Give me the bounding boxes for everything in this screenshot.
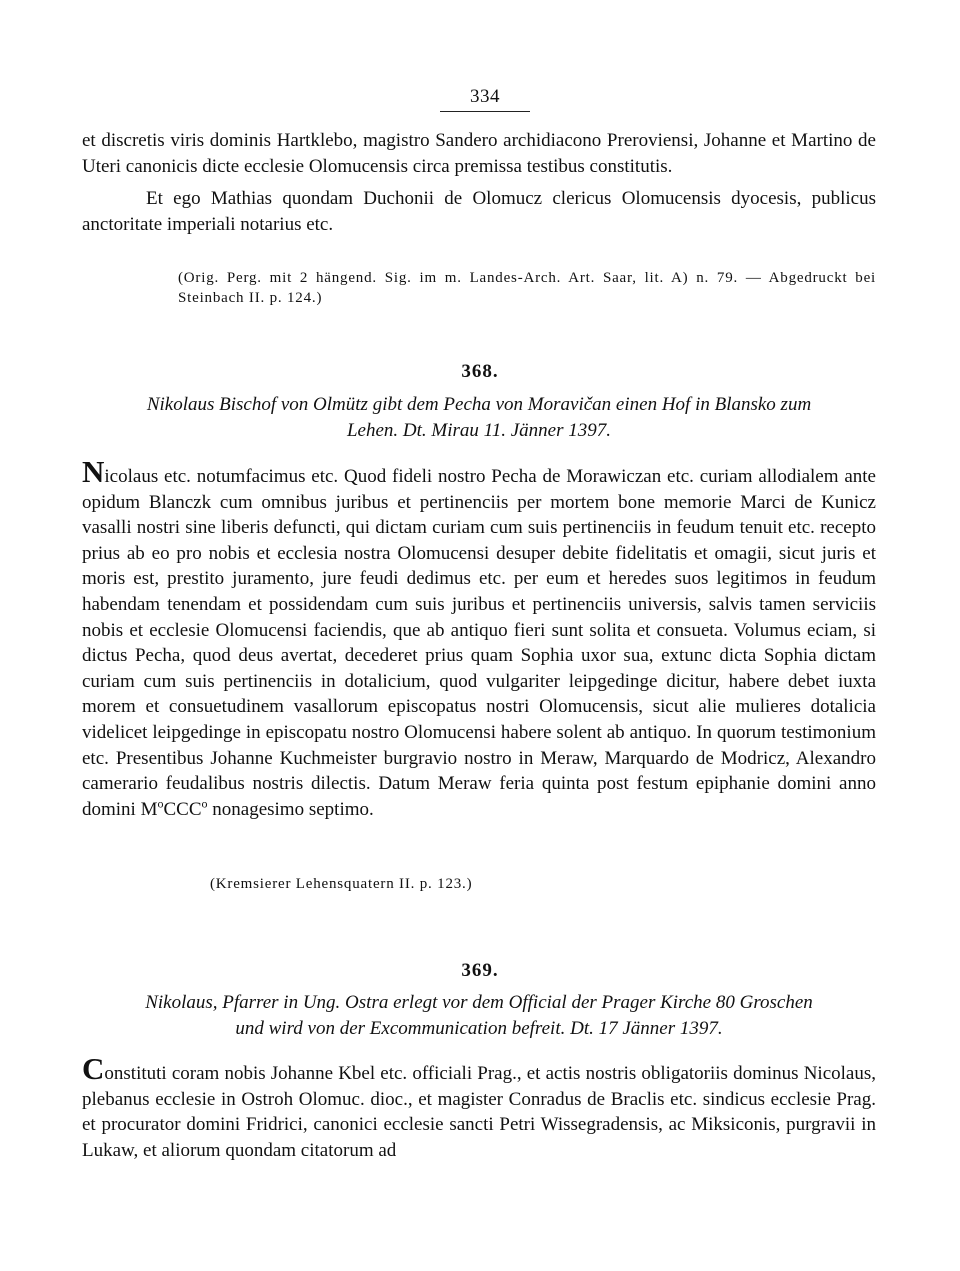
document-number-369: 369. <box>461 960 499 981</box>
document-number-368: 368. <box>461 361 499 382</box>
source-note: (Kremsierer Lehensquatern II. p. 123.) <box>210 876 473 892</box>
notary-paragraph: Et ego Mathias quondam Duchonii de Olomucz clericus Olomucensis dyocesis, publicus anctoritate imperiali notarius etc. <box>82 188 876 235</box>
superscript: o <box>157 796 164 811</box>
document-body-369 <box>82 1051 876 1163</box>
body-text: CCC <box>163 798 202 820</box>
source-note: (Orig. Perg. mit 2 hängend. Sig. im m. Landes-Arch. Art. Saar, lit. A) n. 79. — Abgedruckt bei Steinbach II. p. 124.) <box>178 270 876 306</box>
initial-letter: N <box>82 454 105 489</box>
page-number-rule <box>440 111 530 112</box>
body-text: onstituti coram nobis Johanne Kbel etc. officiali Prag., et actis nostris obligatoriis dominus Nicolaus, plebanus ecclesie in Ostroh Olomuc. dioc., et magister Conradus de Braclis etc. sindicus ecclesie Prag. et procurator domini Fridrici, canonici ecclesie sancti Petri Wissegradensis, ac Miksiconis, purgravii in Lukaw, et aliorum quondam citatorum ad <box>82 1063 876 1161</box>
title-line: und wird von der Excommunication befreit. Dt. 17 Jänner 1397. <box>235 1017 723 1039</box>
title-line: Lehen. Dt. Mirau 11. Jänner 1397. <box>346 419 612 441</box>
document-title-369 <box>82 990 876 1041</box>
superscript: o <box>201 796 208 811</box>
page-number: 334 <box>470 86 500 107</box>
body-text: nonagesimo septimo. <box>207 798 374 820</box>
title-line: Nikolaus Bischof von Olmütz gibt dem Pecha von Moravičan einen Hof in Blansko zum <box>146 394 812 415</box>
title-line: Nikolaus, Pfarrer in Ung. Ostra erlegt vor dem Official der Prager Kirche 80 Groschen <box>145 992 813 1013</box>
body-text: icolaus etc. notumfacimus etc. Quod fideli nostro Pecha de Morawiczan etc. curiam allodialem ante opidum Blanczk cum omnibus juribus et pertinenciis per mortem bone memorie Marci de Kunicz vasalli nostri sine liberis defuncti, qui dictam curiam cum suis pertinenciis in feudum tenuit etc. recepto prius ab eo pro nobis et ecclesia nostra Olomucensi desuper debite fidelitatis et omagii, sicut juris et moris est, prestito juramento, jure feudi dedimus etc. per eum et heredes suos legitimos in feudum habendam tenendam et possidendam cum suis juribus et pertinenciis universis, salvis tamen serviciis nobis et ecclesie Olomucensi faciendis, que ab antiquo fieri sunt solita et consueta. Volumus eciam, si dictus Pecha, quod deus avertat, decederet prius quam Sophia uxor sua, extunc dicta Sophia dictam curiam cum suis pertinenciis in dotalicium, quod vulgariter leipgedinge dicitur, habere debet iuxta morem et consuetudinem vasallorum episcopatus nostri Olomucensis, sicut alie mulieres dotalicia videlicet leipgedinge in episcopatu nostro Olomucensi habere solent ab antiquo. In quorum testimonium etc. Presentibus Johanne Kuchmeister burgravio nostro in Meraw, Marquardo de Modricz, Alexandro camerario feudalibus nostris dilectis. Datum Meraw feria quinta post festum epiphanie domini anno domini M <box>82 466 876 820</box>
continuation-paragraph: et discretis viris dominis Hartklebo, magistro Sandero archidiacono Preroviensi, Johanne et Martino de Uteri canonicis dicte ecclesie Olomucensis circa premissa testibus constitutis. <box>82 130 876 177</box>
initial-letter: C <box>82 1051 105 1086</box>
document-body-368 <box>82 454 876 822</box>
document-title-368 <box>82 392 876 443</box>
